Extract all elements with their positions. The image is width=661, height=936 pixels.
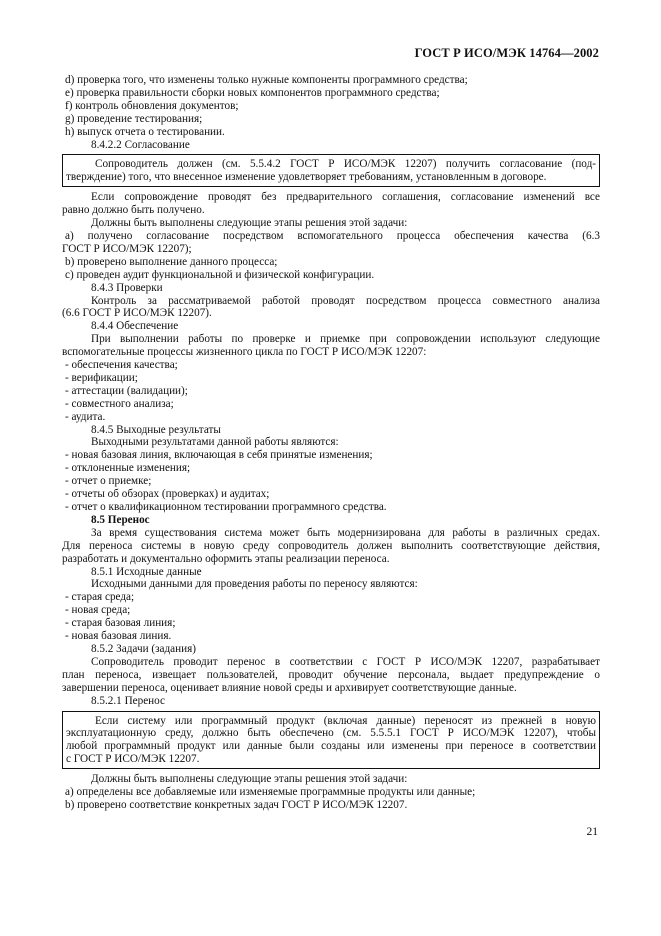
section-heading: 8.5.2 Задачи (задания) [91,642,196,655]
section-heading: 8.4.5 Выходные результаты [91,423,221,436]
paragraph-line: завершении переноса, оценивает влияние новой среды и архивирует соответствующие данные. [62,681,517,694]
list-item: - новая базовая линия. [65,630,172,643]
requirement-box [62,711,600,770]
list-item: ГОСТ Р ИСО/МЭК 12207); [62,242,192,255]
list-item: - обеспечения качества; [65,359,178,372]
section-heading: 8.5.1 Исходные данные [91,565,202,578]
paragraph-line: Выходными результатами данной работы являются: [91,436,339,449]
paragraph-line: Контроль за рассматриваемой работой проводят посредством процесса совместного анализа [91,294,600,307]
section-heading: 8.4.2.2 Согласование [91,138,190,151]
paragraph-line: При выполнении работы по проверке и приемке при сопровождении используют следующие [91,333,600,346]
paragraph-line: Для переноса системы в новую среду сопроводитель должен выполнить соответствующие действия, [62,539,600,552]
list-item: a) определены все добавляемые или изменяемые программные продукты или данные; [65,786,476,799]
list-item: - старая базовая линия; [65,617,176,630]
paragraph-line: Если сопровождение проводят без предварительного соглашения, согласование изменений все [91,191,600,204]
list-item: - старая среда; [65,591,135,604]
list-item: - аттестации (валидации); [65,384,188,397]
paragraph-line: Должны быть выполнены следующие этапы решения этой задачи: [91,773,408,786]
paragraph-line: план переноса, извещает пользователей, проводит обучение персонала, выдает предупреждение о [62,668,600,681]
paragraph-line: Сопроводитель проводит перенос в соответствии с ГОСТ Р ИСО/МЭК 12207, разрабатывает [91,655,600,668]
list-item: b) проверено выполнение данного процесса; [65,255,278,268]
list-item: - отчет о приемке; [65,475,152,488]
list-item: d) проверка того, что изменены только нужные компоненты программного средства; [65,74,468,86]
page-number: 21 [586,826,598,838]
page-body [62,74,600,812]
list-item: - отклоненные изменения; [65,462,191,475]
list-item: e) проверка правильности сборки новых компонентов программного средства; [65,86,440,99]
list-item: c) проведен аудит функциональной и физической конфигурации. [65,268,375,281]
list-item: g) проведение тестирования; [65,112,203,125]
section-heading: 8.5 Перенос [91,513,150,526]
requirement-box [62,154,600,187]
box-line: тверждение) того, что внесенное изменение удовлетворяет требованиям, установленным в договоре. [66,171,547,184]
paragraph-line: равно должно быть получено. [62,204,205,217]
list-item: - аудита. [65,410,106,423]
box-line: с ГОСТ Р ИСО/МЭК 12207. [66,753,200,766]
paragraph-line: вспомогательные процессы жизненного цикла по ГОСТ Р ИСО/МЭК 12207: [62,346,427,359]
list-item: - отчет о квалификационном тестировании программного средства. [65,501,387,513]
paragraph-line: Должны быть выполнены следующие этапы решения этой задачи: [91,217,408,230]
list-item: - отчеты об обзорах (проверках) и аудитах; [65,488,270,501]
box-line: эксплуатационную среду, должно быть обеспечено (см. 5.5.5.1 ГОСТ Р ИСО/МЭК 12207), чтобы [66,727,596,740]
paragraph-line: Исходными данными для проведения работы по переносу являются: [91,578,418,591]
section-heading: 8.4.4 Обеспечение [91,320,179,333]
list-item: f) контроль обновления документов; [65,99,239,112]
list-item: - новая среда; [65,604,131,617]
list-item: b) проверено соответствие конкретных задач ГОСТ Р ИСО/МЭК 12207. [65,798,408,811]
paragraph-line: За время существования система может быть модернизирована для работы в различных средах. [91,526,600,539]
list-item: h) выпуск отчета о тестировании. [65,125,225,138]
paragraph-line: (6.6 ГОСТ Р ИСО/МЭК 12207). [62,307,212,320]
list-item: - верификации; [65,371,138,384]
box-line: Сопроводитель должен (см. 5.5.4.2 ГОСТ Р ИСО/МЭК 12207) получить согласование (под- [95,158,596,171]
list-item: - новая базовая линия, включающая в себя принятые изменения; [65,449,373,462]
list-item: a) получено согласование посредством вспомогательного процесса обеспечения качества (6.3 [65,229,600,242]
section-heading: 8.4.3 Проверки [91,281,163,294]
box-line: Если систему или программный продукт (включая данные) переносят из прежней в новую [95,714,596,727]
box-line: любой программный продукт или данные были созданы или изменены при переносе в соответствии [66,740,596,753]
paragraph-line: разработать и документально оформить этапы реализации переноса. [62,552,390,565]
section-heading: 8.5.2.1 Перенос [91,694,165,707]
document-header: ГОСТ Р ИСО/МЭК 14764—2002 [414,46,599,60]
list-item: - совместного анализа; [65,397,174,410]
